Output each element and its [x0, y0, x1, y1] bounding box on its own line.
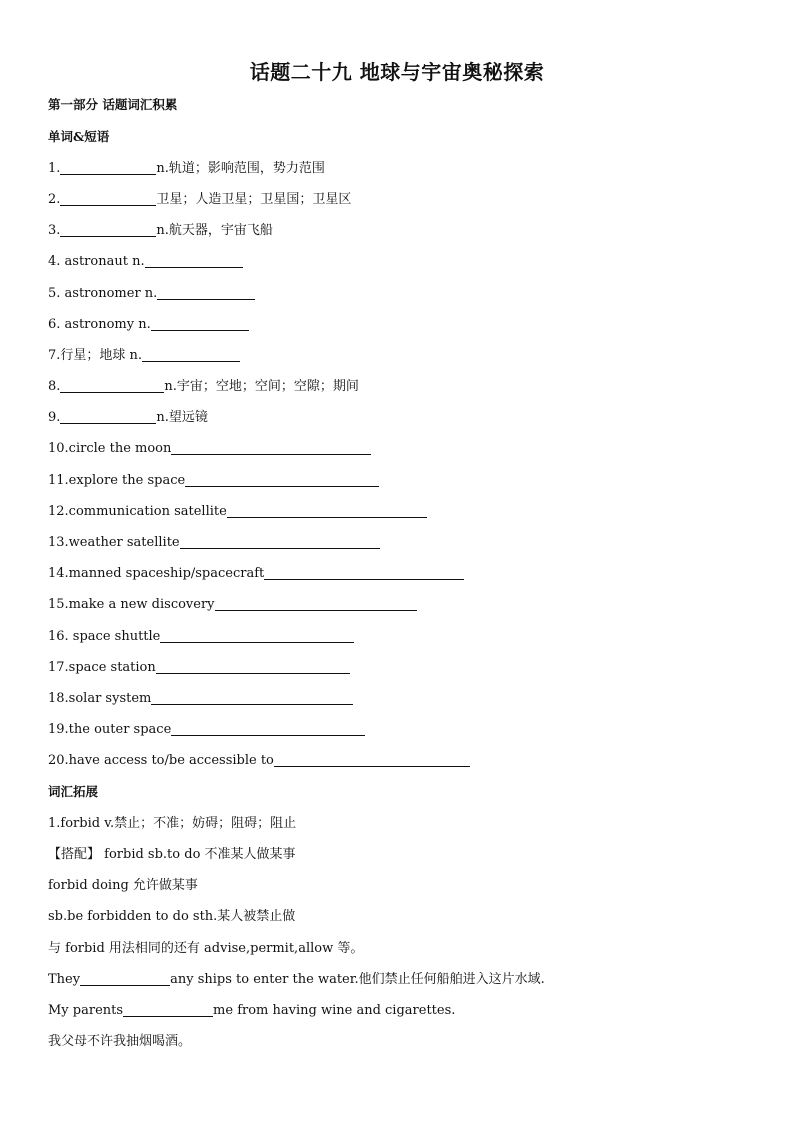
answer-blank[interactable] — [227, 503, 427, 518]
vocab-item — [48, 659, 350, 677]
answer-blank[interactable] — [264, 565, 464, 580]
section-heading: 第一部分 话题词汇积累 — [48, 97, 178, 112]
vocab-prefix: 16. space shuttle — [48, 629, 161, 644]
vocab-item — [48, 721, 365, 739]
page-title: 话题二十九 地球与宇宙奥秘探索 — [249, 60, 545, 84]
usage-line: forbid doing 允许做某事 — [48, 878, 198, 893]
answer-blank[interactable] — [215, 596, 417, 611]
vocab-item — [48, 472, 379, 490]
example-translation: 我父母不许我抽烟喝酒。 — [48, 1034, 192, 1049]
vocab-prefix: 2. — [48, 192, 61, 207]
vocab-suffix: 卫星；人造卫星；卫星国；卫星区 — [156, 192, 352, 207]
vocab-prefix: 4. astronaut n. — [48, 254, 145, 269]
answer-blank[interactable] — [157, 285, 255, 300]
answer-blank[interactable] — [274, 752, 470, 767]
answer-blank[interactable] — [151, 690, 353, 705]
example-sentence — [48, 1002, 455, 1020]
vocab-item — [48, 160, 325, 178]
answer-blank[interactable] — [60, 378, 164, 393]
vocab-prefix: 6. astronomy n. — [48, 317, 151, 332]
vocab-prefix: 19.the outer space — [48, 722, 172, 737]
vocab-item — [48, 253, 243, 271]
forbid-definition: 1.forbid v.禁止；不准；妨碍；阻碍；阻止 — [48, 816, 297, 831]
vocab-prefix: 18.solar system — [48, 691, 152, 706]
vocab-item — [48, 565, 464, 583]
example-sentence — [48, 971, 545, 989]
answer-blank[interactable] — [145, 253, 243, 268]
vocab-prefix: 15.make a new discovery — [48, 597, 215, 612]
vocab-item — [48, 285, 255, 303]
vocab-prefix: 1. — [48, 161, 61, 176]
example-end: me from having wine and cigarettes. — [213, 1003, 456, 1018]
vocab-prefix: 10.circle the moon — [48, 441, 172, 456]
vocab-prefix: 5. astronomer n. — [48, 286, 158, 301]
vocab-item — [48, 316, 249, 334]
vocab-item — [48, 440, 371, 458]
vocab-item — [48, 378, 359, 396]
vocab-prefix: 11.explore the space — [48, 473, 186, 488]
vocab-item — [48, 596, 417, 614]
example-start: They — [48, 972, 81, 987]
collocation-line — [48, 846, 296, 864]
vocab-item — [48, 347, 240, 365]
answer-blank[interactable] — [123, 1002, 213, 1017]
usage-line: sb.be forbidden to do sth.某人被禁止做 — [48, 909, 296, 924]
answer-blank[interactable] — [60, 222, 156, 237]
collocation-text: forbid sb.to do 不准某人做某事 — [100, 847, 296, 862]
answer-blank[interactable] — [60, 191, 156, 206]
answer-blank[interactable] — [171, 440, 371, 455]
vocab-prefix: 13.weather satellite — [48, 535, 180, 550]
answer-blank[interactable] — [180, 534, 380, 549]
vocab-item — [48, 534, 380, 552]
vocab-item — [48, 409, 208, 427]
vocab-suffix: n.宇宙；空地；空间；空隙；期间 — [164, 379, 359, 394]
answer-blank[interactable] — [185, 472, 379, 487]
vocab-suffix: n.轨道；影响范围，势力范围 — [156, 161, 325, 176]
usage-note: 与 forbid 用法相同的还有 advise,permit,allow 等。 — [48, 941, 364, 956]
example-end: any ships to enter the water.他们禁止任何船舶进入这片水域. — [170, 972, 545, 987]
answer-blank[interactable] — [60, 409, 156, 424]
vocab-prefix: 20.have access to/be accessible to — [48, 753, 274, 768]
vocab-suffix: n.望远镜 — [156, 410, 208, 425]
vocab-item — [48, 503, 427, 521]
vocab-prefix: 8. — [48, 379, 61, 394]
vocab-item — [48, 222, 273, 240]
vocab-prefix: 7.行星；地球 n. — [48, 348, 143, 363]
vocab-prefix: 17.space station — [48, 660, 156, 675]
answer-blank[interactable] — [160, 628, 354, 643]
vocab-prefix: 14.manned spaceship/spacecraft — [48, 566, 265, 581]
vocab-item — [48, 628, 354, 646]
vocab-prefix: 9. — [48, 410, 61, 425]
collocation-tag: 【搭配】 — [48, 847, 101, 862]
subheading-vocab-expansion: 词汇拓展 — [48, 784, 99, 799]
vocab-suffix: n.航天器，宇宙飞船 — [156, 223, 273, 238]
answer-blank[interactable] — [142, 347, 240, 362]
answer-blank[interactable] — [156, 659, 350, 674]
vocab-item — [48, 690, 353, 708]
answer-blank[interactable] — [80, 971, 170, 986]
subheading-words-phrases: 单词&短语 — [48, 129, 110, 144]
vocab-prefix: 3. — [48, 223, 61, 238]
answer-blank[interactable] — [60, 160, 156, 175]
answer-blank[interactable] — [171, 721, 365, 736]
vocab-item — [48, 191, 351, 209]
vocab-prefix: 12.communication satellite — [48, 504, 227, 519]
example-start: My parents — [48, 1003, 124, 1018]
vocab-item — [48, 752, 470, 770]
answer-blank[interactable] — [151, 316, 249, 331]
